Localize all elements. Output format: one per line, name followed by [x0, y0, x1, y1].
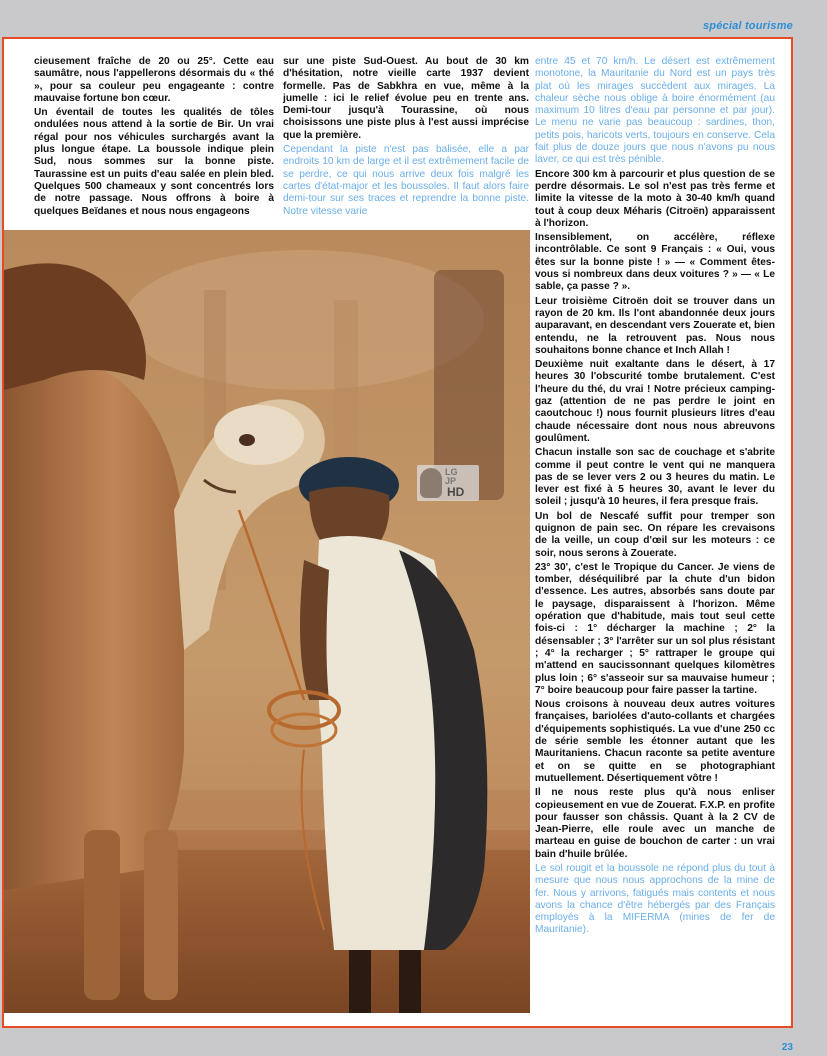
- watermark-text: LG: [445, 467, 458, 477]
- paragraph: Nous croisons à nouveau deux autres voitures françaises, bariolées d'auto-collants et chargées d'équipements sophistiqués. La vue d'une 250 cc de série semble les étonner autant que les Mauritaniens. Chacun raconte sa petite aventure et on se quitte en se photographiant mutuellement. Désertiquement vôtre !: [535, 699, 775, 784]
- camel-photo: [4, 230, 530, 1013]
- highlighted-paragraph: Le sol rougit et la boussole ne répond plus du tout à mesure que nous nous approchons de la mine de fer. Nous y arrivons, fatigués mais contents et nous avons la chance d'être hébergés par des Français employés à la MIFERMA (mines de fer de Mauritanie).: [535, 863, 775, 936]
- highlighted-paragraph: entre 45 et 70 km/h. Le désert est extrêmement monotone, la Mauritanie du Nord est un pays très plat où les mirages succèdent aux mirages. La chaleur sèche nous oblige à boire énormément (au maximum 10 litres d'eau par personne et par jour). Le menu ne varie pas beaucoup : sardines, thon, petits pois, haricots verts, toujours en conserve. Cela fait plus de douze jours que nous n'avons pu nous laver, ce qui est très pénible.: [535, 56, 775, 166]
- paragraph: Encore 300 km à parcourir et plus question de se perdre désormais. Le sol n'est pas très ferme et limite la vitesse de la moto à 30-40 km/h quand tout à coup deux Méharis (Citroën) apparaissent à l'horizon.: [535, 168, 775, 229]
- paragraph: Insensiblement, on accélère, réflexe incontrôlable. Ce sont 9 Français : « Oui, vous êtes sur la bonne piste ! » — « Comment êtes-vous si nombreux dans deux voitures ? » — « Le sable, ça passe ? ».: [535, 232, 775, 293]
- paragraph: Deuxième nuit exaltante dans le désert, à 17 heures 30 l'obscurité tombe brutalement. C'est l'heure du thé, du vrai ! Notre précieux camping-gaz (attention de ne pas perdre le joint en caoutchouc !) nous fournit plusieurs litres d'eau chaude nécessaire dont nous nous abreuvons goulûment.: [535, 359, 775, 444]
- watermark-text: HD: [447, 485, 465, 499]
- paragraph: 23° 30', c'est le Tropique du Cancer. Je viens de tomber, déséquilibré par la chute d'un bidon d'essence. Les autres, absorbés sans doute par le paysage, disparaissent à l'horizon. Même opération que d'habitude, mais tout seul cette fois-ci : 1° décharger la machine ; 2° la désensabler ; 3° l'arrêter sur un sol plus résistant ; 4° la recharger ; 5° rattraper le groupe qui m'attend en saucissonnant quelques kilomètres plus loin ; 6° s'asseoir sur sa mauvaise humeur ; 7° boire beaucoup pour faire passer la tartine.: [535, 561, 775, 696]
- watermark-stamp: [417, 465, 479, 501]
- text-column-1: [34, 56, 274, 220]
- paragraph: Un bol de Nescafé suffit pour tremper son quignon de pain sec. On répare les crevaisons de la veille, un coup d'œil sur les moteurs : ce soir, nous serons à Zouerate.: [535, 510, 775, 559]
- portrait-icon: [420, 468, 442, 498]
- paragraph: Il ne nous reste plus qu'à nous enliser copieusement en vue de Zouerat. F.X.P. en profite pour fausser son châssis. Quant à la 2 CV de Jean-Pierre, elle roule avec un manche de marteau en guise de bouchon de carter : un vrai bain d'huile brûlée.: [535, 787, 775, 860]
- paragraph: cieusement fraîche de 20 ou 25°. Cette eau saumâtre, nous l'appellerons désormais du « thé », pour sa couleur peu engageante : contre mauvaise fortune bon cœur.: [34, 56, 274, 104]
- paragraph: Un éventail de toutes les qualités de tôles ondulées nous attend à la sortie de Bir. Un vrai régal pour nos véhicules surchargés avant la plus longue étape. La boussole indique plein Sud, nous sommes sur la bonne piste. Taurassine est un puits d'eau salée en plein bled. Quelques 500 chameaux y sont concentrés lors de notre passage. Nous offrons à boire à quelques Beïdanes et nous nous engageons: [34, 107, 274, 217]
- paragraph: Chacun installe son sac de couchage et s'abrite comme il peut contre le vent qui ne manquera pas de se lever vers 2 ou 3 heures du matin. Le lever est fixé à 5 heures 30, avant le lever du soleil ; jusqu'à 10 heures, il fera presque frais.: [535, 447, 775, 508]
- paragraph: sur une piste Sud-Ouest. Au bout de 30 km d'hésitation, notre vieille carte 1937 devient formelle. Pas de Sabkhra en vue, même à la jumelle : ici le relief évolue peu en trente ans. Demi-tour jusqu'à Tourassine, où nous choisissons une piste plus à l'est aussi imprécise que la première.: [283, 56, 529, 141]
- text-column-2: [283, 56, 529, 220]
- bottom-margin: [0, 1028, 827, 1056]
- watermark-text: JP: [445, 476, 457, 486]
- text-column-3: [535, 56, 775, 939]
- section-label: spécial tourisme: [702, 20, 793, 32]
- highlighted-paragraph: Cependant la piste n'est pas balisée, elle a par endroits 10 km de large et il est extrêmement facile de se perdre, ce qui nous arrive deux fois malgré les cartes d'état-major et les boussoles. Il faut alors faire demi-tour sur ses traces et reprendre la bonne piste. Notre vitesse varie: [283, 144, 529, 217]
- page-number: 23: [781, 1042, 793, 1053]
- camel-photo-illustration: [4, 230, 530, 1013]
- paragraph: Leur troisième Citroën doit se trouver dans un rayon de 20 km. Ils l'ont abandonnée deux jours auparavant, en descendant vers Zouerate et, bien entendu, ne la retrouvent pas. Nous nous souhaitons bonne chance et Inch Allah !: [535, 295, 775, 356]
